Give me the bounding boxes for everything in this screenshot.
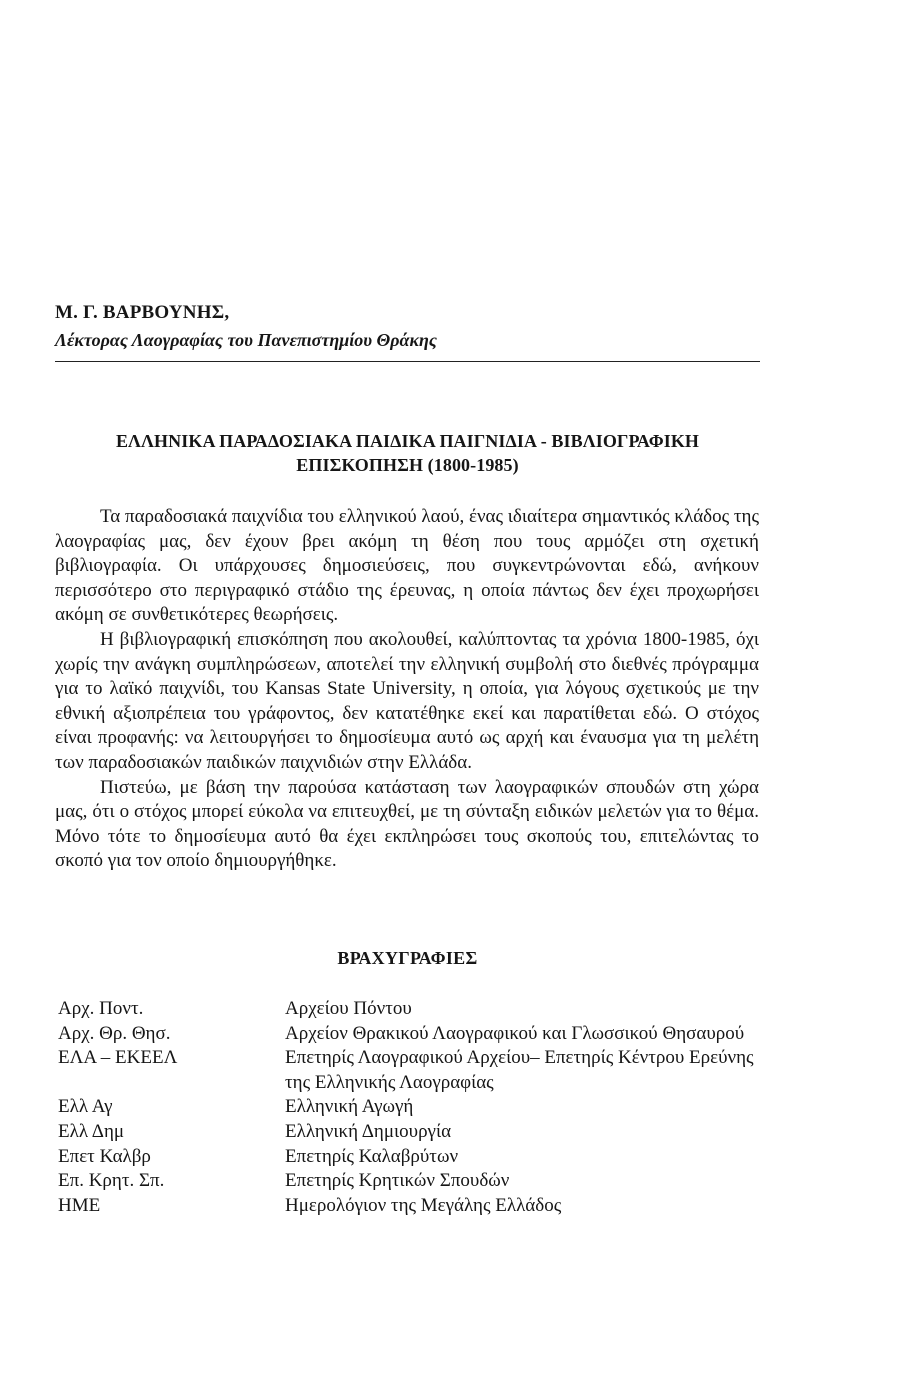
abbreviation-row: [58, 1022, 758, 1047]
abbreviation-row: [58, 1095, 758, 1120]
abbreviation-key: Ελλ Αγ: [58, 1096, 113, 1118]
abbreviation-key: ΗΜΕ: [58, 1194, 101, 1216]
abbreviation-key: ΕΛΑ – ΕΚΕΕΛ: [58, 1047, 178, 1069]
article-title: [55, 429, 760, 477]
abbreviation-key: Αρχ. Ποντ.: [58, 998, 144, 1019]
abbreviations-list: [58, 997, 758, 1218]
author-name: Μ. Γ. ΒΑΡΒΟΥΝΗΣ,: [55, 302, 230, 323]
body-paragraph: Τα παραδοσιακά παιχνίδια του ελληνικού λαού, ένας ιδιαίτερα σημαντικός κλάδος της λαογραφίας μας, δεν έχουν βρει ακόμη τη θέση που τους αρμόζει στη σχετική βιβλιογραφία. Οι υπάρχουσες δημοσιεύσεις, που συγκεντρώνονται εδώ, ανήκουν περισσότερο στο περιγραφικό στάδιο της έρευνας, η οποία πάντως δεν έχει προχωρήσει ακόμη σε συνθετικότερες θεωρήσεις.: [55, 506, 759, 626]
abbreviation-row: [58, 997, 758, 1022]
article-title-line-2: ΕΠΙΣΚΟΠΗΣΗ (1800-1985): [296, 455, 519, 475]
abbreviation-value: Αρχείου Πόντου: [285, 998, 412, 1019]
abbreviation-value: Αρχείον Θρακικού Λαογραφικού και Γλωσσικού Θησαυρού: [285, 1022, 745, 1044]
abbreviation-value: Ελληνική Αγωγή: [285, 1096, 414, 1118]
abbreviation-value: Ελληνική Δημιουργία: [285, 1120, 452, 1142]
abbreviation-value: Επετηρίς Κρητικών Σπουδών: [285, 1170, 510, 1192]
body-paragraph: Πιστεύω, με βάση την παρούσα κατάσταση των λαογραφικών σπουδών στη χώρα μας, ότι ο στόχος μπορεί εύκολα να επιτευχθεί, με τη σύνταξη ειδικών μελετών για το θέμα. Μόνο τότε το δημοσίευμα αυτό θα έχει εκπληρώσει τους σκοπούς του, επιτελώντας το σκοπό για τον οποίο δημιουργήθηκε.: [55, 776, 759, 872]
author-block: [55, 301, 760, 352]
abbreviation-row: [58, 1046, 758, 1095]
abbreviation-key: Αρχ. Θρ. Θησ.: [58, 1022, 171, 1044]
abbreviation-row: [58, 1120, 758, 1145]
abbreviation-value: Ημερολόγιον της Μεγάλης Ελλάδος: [285, 1194, 562, 1216]
abbreviation-key: Επ. Κρητ. Σπ.: [58, 1170, 165, 1192]
abbreviation-row: [58, 1145, 758, 1170]
abbreviation-key: Επετ Καλβρ: [58, 1145, 151, 1167]
abbreviation-key: Ελλ Δημ: [58, 1120, 125, 1142]
author-affiliation: Λέκτορας Λαογραφίας του Πανεπιστημίου Θράκης: [55, 330, 437, 350]
abbreviation-row: [58, 1194, 758, 1219]
article-body: [55, 505, 759, 874]
abbreviation-row: [58, 1169, 758, 1194]
abbreviation-value: Επετηρίς Λαογραφικού Αρχείου– Επετηρίς Κέντρου Ερεύνης της Ελληνικής Λαογραφίας: [285, 1047, 754, 1093]
abbreviation-value: Επετηρίς Καλαβρύτων: [285, 1145, 459, 1167]
horizontal-rule: [55, 361, 760, 362]
body-paragraph: Η βιβλιογραφική επισκόπηση που ακολουθεί, καλύπτοντας τα χρόνια 1800-1985, όχι χωρίς την ανάγκη συμπληρώσεων, αποτελεί την ελληνική συμβολή στο διεθνές πρόγραμμα για το λαϊκό παιχνίδι, του Kansas State University, η οποία, για λόγους σχετικούς με την εθνική αξιοπρέπεια του γράφοντος, δεν κατατέθηκε εκεί και παρατίθεται εδώ. Ο στόχος είναι προφανής: να λειτουργήσει το δημοσίευμα αυτό ως αρχή και έναυσμα για τη μελέτη των παραδοσιακών παιδικών παιχνιδιών στην Ελλάδα.: [55, 628, 759, 773]
article-title-line-1: ΕΛΛΗΝΙΚΑ ΠΑΡΑΔΟΣΙΑΚΑ ΠΑΙΔΙΚΑ ΠΑΙΓΝΙΔΙΑ - ΒΙΒΛΙΟΓΡΑΦΙΚΗ: [115, 431, 700, 451]
abbreviations-heading: ΒΡΑΧΥΓΡΑΦΙΕΣ: [337, 948, 478, 968]
